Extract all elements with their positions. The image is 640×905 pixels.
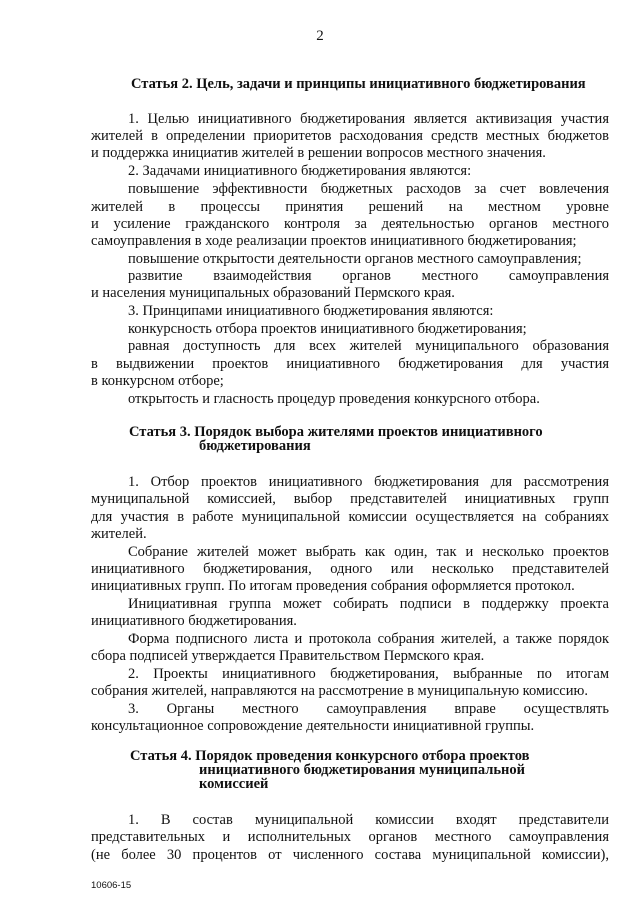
article-4-line: 1. В состав муниципальной комиссии входят представители: [128, 812, 609, 828]
article-2-line: самоуправления в ходе реализации проектов инициативного бюджетирования;: [91, 233, 577, 249]
article-2-line: жителей в определении приоритетов расходования средств местных бюджетов: [91, 128, 609, 144]
article-2-line: повышение эффективности бюджетных расходов за счет вовлечения: [128, 181, 609, 197]
article-3-line: сбора подписей утверждается Правительством Пермского края.: [91, 648, 485, 664]
article-3-line: муниципальной комиссией, выбор представителей инициативных групп: [91, 491, 609, 507]
article-3-line: для участия в работе муниципальной комиссии осуществляется на собраниях: [91, 509, 609, 525]
article-3-line: 3. Органы местного самоуправления вправе осуществлять: [128, 701, 609, 717]
article-2-line: конкурсность отбора проектов инициативного бюджетирования;: [128, 321, 527, 337]
article-2-line: и населения муниципальных образований Пермского края.: [91, 285, 455, 301]
article-3-heading-continued: бюджетирования: [199, 438, 311, 454]
article-2-line: 2. Задачами инициативного бюджетирования являются:: [128, 163, 472, 179]
article-2-line: и усиление гражданского контроля за деятельностью органов местного: [91, 216, 609, 232]
article-2-heading: Статья 2. Цель, задачи и принципы инициативного бюджетирования: [131, 76, 586, 92]
document-code: 10606-15: [91, 880, 132, 891]
article-3-line: собрания жителей, направляются на рассмотрение в муниципальную комиссию.: [91, 683, 588, 699]
article-3-line: инициативного бюджетирования.: [91, 613, 297, 629]
article-3-line: Инициативная группа может собирать подписи в поддержку проекта: [128, 596, 609, 612]
article-3-line: 1. Отбор проектов инициативного бюджетирования для рассмотрения: [128, 474, 609, 490]
page-number: 2: [316, 28, 324, 44]
article-4-heading: Статья 4. Порядок проведения конкурсного отбора проектов: [130, 748, 530, 764]
article-2-line: равная доступность для всех жителей муниципального образования: [128, 338, 609, 354]
article-2-line: в конкурсном отборе;: [91, 373, 224, 389]
article-2-line: 1. Целью инициативного бюджетирования является активизация участия: [128, 111, 609, 127]
article-3-line: инициативных групп. По итогам проведения собрания оформляется протокол.: [91, 578, 575, 594]
article-4-heading-continued: комиссией: [199, 776, 269, 792]
article-4-line: (не более 30 процентов от численного состава муниципальной комиссии),: [91, 847, 609, 863]
article-2-line: жителей в процессы принятия решений на местном уровне: [91, 199, 609, 215]
article-3-line: Форма подписного листа и протокола собрания жителей, а также порядок: [128, 631, 609, 647]
article-2-line: в выдвижении проектов инициативного бюджетирования для участия: [91, 356, 609, 372]
article-3-line: инициативного бюджетирования, одного или несколько представителей: [91, 561, 609, 577]
article-3-line: консультационное сопровождение деятельности инициативной группы.: [91, 718, 535, 734]
article-2-line: повышение открытости деятельности органов местного самоуправления;: [128, 251, 582, 267]
article-2-line: 3. Принципами инициативного бюджетирования являются:: [128, 303, 494, 319]
article-2-line: развитие взаимодействия органов местного самоуправления: [128, 268, 609, 284]
article-2-line: открытость и гласность процедур проведения конкурсного отбора.: [128, 391, 540, 407]
article-4-line: представительных и исполнительных органов местного самоуправления: [91, 829, 609, 845]
article-3-heading: Статья 3. Порядок выбора жителями проектов инициативного: [129, 424, 543, 440]
article-3-line: 2. Проекты инициативного бюджетирования, выбранные по итогам: [128, 666, 609, 682]
article-4-heading-continued: инициативного бюджетирования муниципальной: [199, 762, 525, 778]
article-3-line: жителей.: [91, 526, 147, 542]
article-3-line: Собрание жителей может выбрать как один, так и несколько проектов: [128, 544, 609, 560]
article-2-line: и поддержка инициатив жителей в решении вопросов местного значения.: [91, 145, 546, 161]
